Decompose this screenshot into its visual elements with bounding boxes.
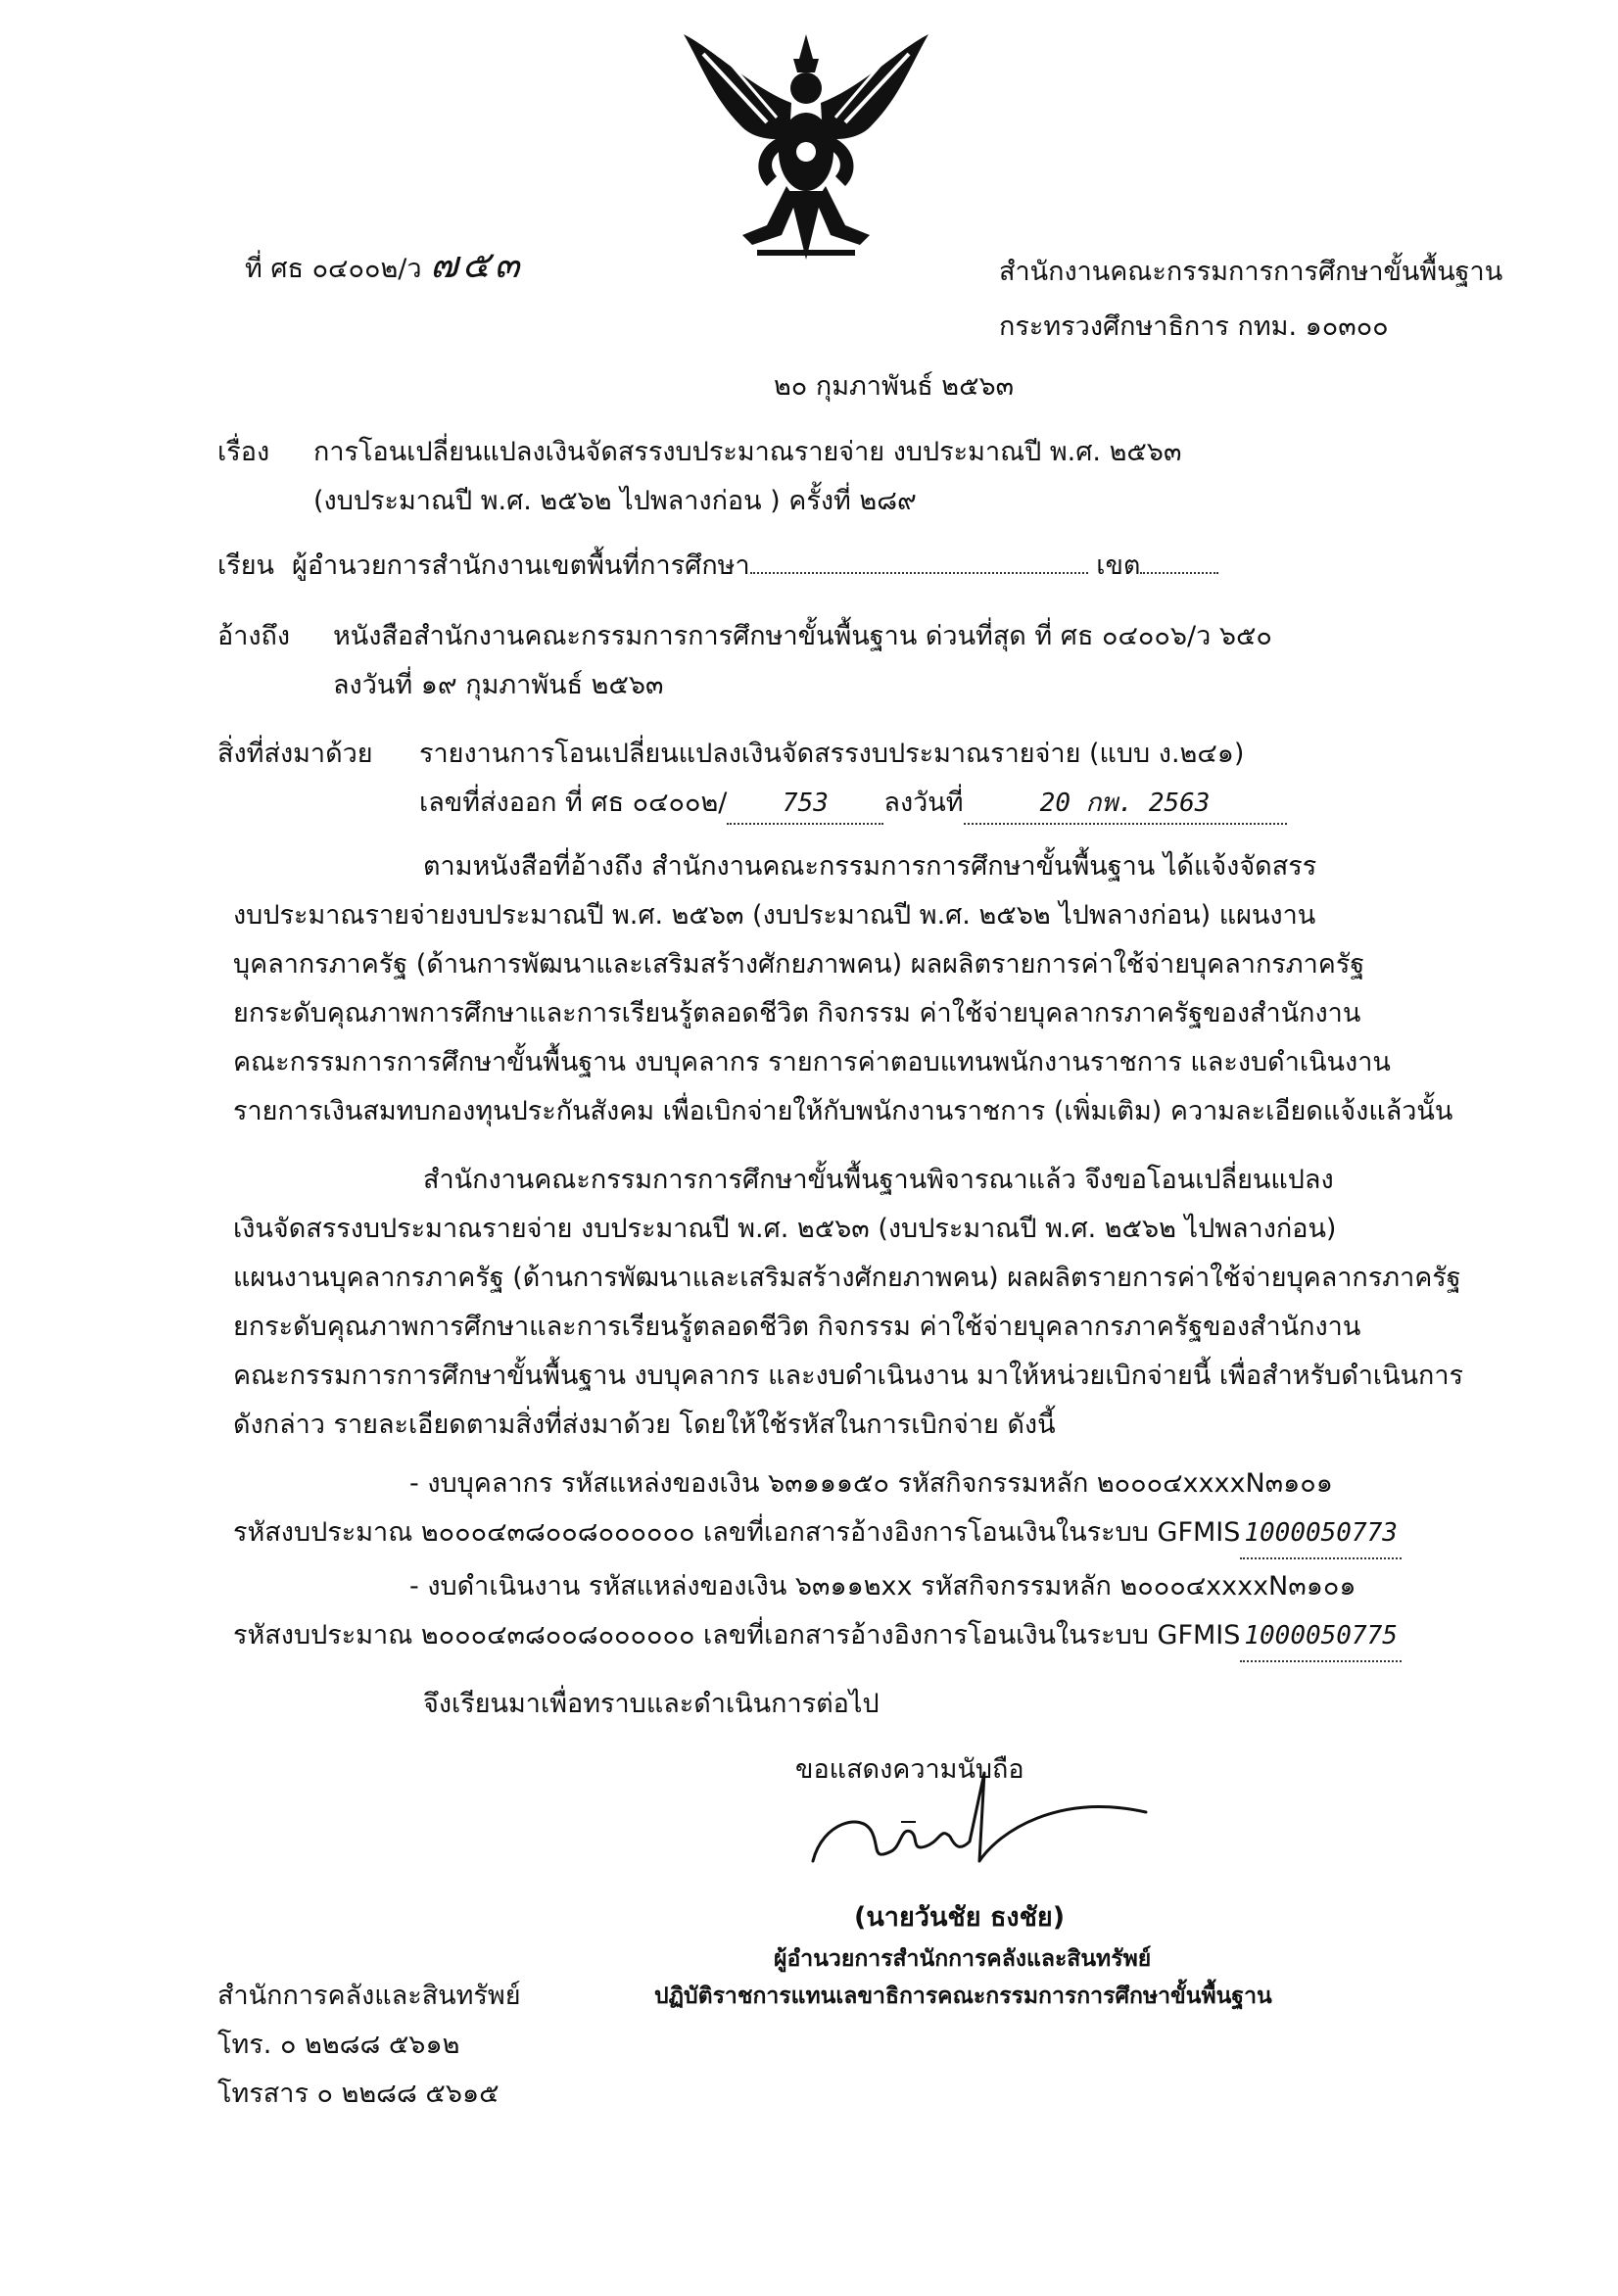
- subject-line-2: (งบประมาณปี พ.ศ. ๒๕๖๒ ไปพลางก่อน ) ครั้งที่ ๒๘๙: [313, 486, 917, 516]
- enclosure-label: สิ่งที่ส่งมาด้วย: [217, 739, 373, 769]
- operating-budget-gfmis-text: รหัสงบประมาณ ๒๐๐๐๔๓๘๐๐๘๐๐๐๐๐๐ เลขที่เอกสารอ้างอิงการโอนเงินในระบบ GFMIS: [233, 1620, 1241, 1650]
- personnel-budget-gfmis-text: รหัสงบประมาณ ๒๐๐๐๔๓๘๐๐๘๐๐๐๐๐๐ เลขที่เอกสารอ้างอิงการโอนเงินในระบบ GFMIS: [233, 1517, 1241, 1548]
- closing-statement: จึงเรียนมาเพื่อทราบและดำเนินการต่อไป: [423, 1689, 880, 1719]
- footer-telephone: โทร. ๐ ๒๒๘๘ ๕๖๑๒: [217, 2030, 460, 2060]
- paragraph-2: [233, 1156, 1463, 1450]
- reference-number: [245, 245, 523, 289]
- enclosure-date: 20 กพ. 2563: [1039, 789, 1211, 818]
- signer-acting-title: ปฏิบัติราชการแทนเลขาธิการคณะกรรมการการศึกษาขั้นพื้นฐาน: [654, 1984, 1272, 2009]
- paragraph-2-line: ดังกล่าว รายละเอียดตามสิ่งที่ส่งมาด้วย โดยให้ใช้รหัสในการเบิกจ่าย ดังนี้: [233, 1410, 1056, 1440]
- enclosure-date-label: ลงวันที่: [883, 788, 964, 818]
- signer-name: (นายวันชัย ธงชัย): [854, 1902, 1066, 1933]
- paragraph-2-line: สำนักงานคณะกรรมการการศึกษาขั้นพื้นฐานพิจารณาแล้ว จึงขอโอนเปลี่ยนแปลง: [423, 1165, 1334, 1195]
- reference-label: อ้างถึง: [217, 621, 291, 651]
- recipient-text: ผู้อำนวยการสำนักงานเขตพื้นที่การศึกษา: [292, 550, 750, 581]
- personnel-budget-code-line: - งบบุคลากร รหัสแหล่งของเงิน ๖๓๑๑๑๕๐ รหัสกิจกรรมหลัก ๒๐๐๐๔xxxxN๓๑๐๑: [409, 1468, 1333, 1499]
- paragraph-1: [233, 842, 1452, 1136]
- operating-gfmis-doc-number: 1000050775: [1244, 1621, 1398, 1650]
- letter-date: ๒๐ กุมภาพันธ์ ๒๕๖๓: [774, 371, 1015, 402]
- enclosure-line-1: รายงานการโอนเปลี่ยนแปลงเงินจัดสรรงบประมาณรายจ่าย (แบบ ง.๒๔๑): [419, 739, 1245, 769]
- enclosure-line-2: [419, 784, 1287, 825]
- operating-budget-gfmis-line: [233, 1611, 1402, 1662]
- paragraph-1-line: รายการเงินสมทบกองทุนประกันสังคม เพื่อเบิกจ่ายให้กับพนักงานราชการ (เพิ่มเติม) ความละเอียดแจ้งแล้วนั้น: [233, 1096, 1453, 1126]
- paragraph-2-line: เงินจัดสรรงบประมาณรายจ่าย งบประมาณปี พ.ศ. ๒๕๖๓ (งบประมาณปี พ.ศ. ๒๕๖๒ ไปพลางก่อน): [233, 1214, 1337, 1244]
- paragraph-1-line: ตามหนังสือที่อ้างถึง สำนักงานคณะกรรมการการศึกษาขั้นพื้นฐาน ได้แจ้งจัดสรร: [423, 851, 1317, 882]
- closing-regards: ขอแสดงความนับถือ: [795, 1754, 1024, 1785]
- signer-title: ผู้อำนวยการสำนักการคลังและสินทรัพย์: [774, 1946, 1152, 1972]
- subject-line-1: การโอนเปลี่ยนแปลงเงินจัดสรรงบประมาณรายจ่าย งบประมาณปี พ.ศ. ๒๕๖๓: [313, 437, 1182, 467]
- paragraph-2-line: ยกระดับคุณภาพการศึกษาและการเรียนรู้ตลอดชีวิต กิจกรรม ค่าใช้จ่ายบุคลากรภาครัฐของสำนักงาน: [233, 1312, 1361, 1342]
- handwritten-signature-icon: [803, 1753, 1156, 1900]
- paragraph-1-line: งบประมาณรายจ่ายงบประมาณปี พ.ศ. ๒๕๖๓ (งบประมาณปี พ.ศ. ๒๕๖๒ ไปพลางก่อน) แผนงาน: [233, 900, 1316, 931]
- footer-fax: โทรสาร ๐ ๒๒๘๘ ๕๖๑๕: [217, 2079, 500, 2109]
- paragraph-1-line: ยกระดับคุณภาพการศึกษาและการเรียนรู้ตลอดชีวิต กิจกรรม ค่าใช้จ่ายบุคลากรภาครัฐของสำนักงาน: [233, 998, 1361, 1028]
- paragraph-1-line: บุคลากรภาครัฐ (ด้านการพัฒนาและเสริมสร้างศักยภาพคน) ผลผลิตรายการค่าใช้จ่ายบุคลากรภาครัฐ: [233, 949, 1365, 980]
- paragraph-1-line: คณะกรรมการการศึกษาขั้นพื้นฐาน งบบุคลากร รายการค่าตอบแทนพนักงานราชการ และงบดำเนินงาน: [233, 1047, 1391, 1077]
- reference-handwritten-number: ๗๕๓: [430, 243, 524, 286]
- issuing-office: สำนักงานคณะกรรมการการศึกษาขั้นพื้นฐาน: [999, 257, 1503, 287]
- garuda-seal-icon: [674, 29, 938, 274]
- operating-budget-code-line: - งบดำเนินงาน รหัสแหล่งของเงิน ๖๓๑๑๒xx รหัสกิจกรรมหลัก ๒๐๐๐๔xxxxN๓๑๐๑: [409, 1571, 1356, 1602]
- reference-prefix: ที่ ศธ ๐๔๐๐๒/ว: [245, 254, 422, 284]
- enclosure-export-prefix: เลขที่ส่งออก ที่ ศธ ๐๔๐๐๒/: [419, 788, 728, 818]
- paragraph-2-line: แผนงานบุคลากรภาครัฐ (ด้านการพัฒนาและเสริมสร้างศักยภาพคน) ผลผลิตรายการค่าใช้จ่ายบุคลากรภาครัฐ: [233, 1263, 1461, 1293]
- issuing-office-address: กระทรวงศึกษาธิการ กทม. ๑๐๓๐๐: [999, 311, 1389, 342]
- recipient-district: เขต: [1096, 550, 1141, 581]
- personnel-budget-gfmis-line: [233, 1508, 1402, 1559]
- recipient-label: เรียน: [217, 550, 275, 581]
- personnel-gfmis-doc-number: 1000050773: [1244, 1518, 1398, 1548]
- paragraph-2-line: คณะกรรมการการศึกษาขั้นพื้นฐาน งบบุคลากร และงบดำเนินงาน มาให้หน่วยเบิกจ่ายนี้ เพื่อสำหรับดำเนินการ: [233, 1361, 1464, 1391]
- reference-line-2: ลงวันที่ ๑๙ กุมภาพันธ์ ๒๕๖๓: [333, 670, 664, 700]
- enclosure-export-number: 753: [782, 789, 829, 818]
- subject-label: เรื่อง: [217, 437, 270, 467]
- recipient: [292, 547, 1218, 586]
- reference-line-1: หนังสือสำนักงานคณะกรรมการการศึกษาขั้นพื้นฐาน ด่วนที่สุด ที่ ศธ ๐๔๐๐๖/ว ๖๕๐: [333, 621, 1272, 651]
- footer-department: สำนักการคลังและสินทรัพย์: [217, 1981, 521, 2011]
